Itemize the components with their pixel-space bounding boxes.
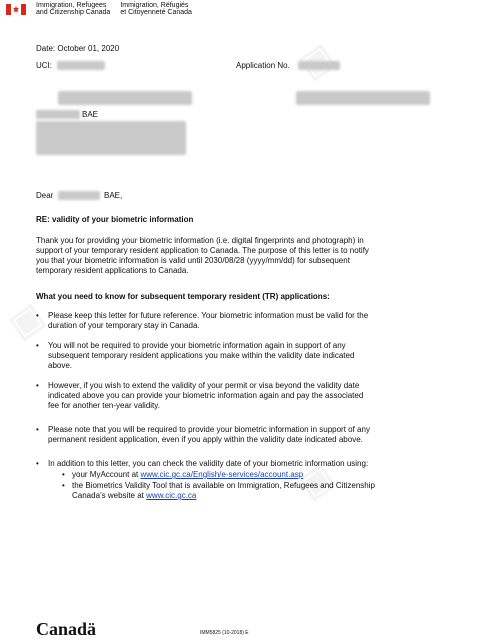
redacted-given-name xyxy=(36,110,80,119)
bullet-dot: • xyxy=(62,470,65,479)
letterhead-en-line2: and Citizenship Canada xyxy=(36,9,111,16)
greeting-suffix: BAE, xyxy=(104,191,123,200)
sub-bullet-text: Canada’s website at xyxy=(72,491,144,500)
intro-line: you that your biometric information is valid until 2030/08/28 (yyyy/mm/dd) for subsequent xyxy=(36,256,350,265)
bullet-line: Please keep this letter for future reference. Your biometric information must be valid for the xyxy=(48,311,369,320)
bullet-line: Please note that you will be required to provide your biometric information in support of any xyxy=(48,425,370,434)
bullet-line: subsequent temporary resident applications you make within the validity date indicated xyxy=(48,351,355,360)
myaccount-link[interactable]: www.cic.gc.ca/English/e-services/account.asp xyxy=(140,470,304,479)
redacted-recipient-name xyxy=(58,91,192,105)
bullet-line: fee for another ten-year validity. xyxy=(48,401,160,410)
sub-bullet-text: your MyAccount at xyxy=(72,470,139,479)
bullet-line: permanent resident application, even if you apply within the validity date indicated above. xyxy=(48,435,363,444)
sub-bullet-text: the Biometrics Validity Tool that is available on Immigration, Refugees and Citizenship xyxy=(72,481,375,490)
watermark-stamp xyxy=(292,34,344,87)
bullet-item xyxy=(36,459,448,469)
bullet-item xyxy=(36,341,448,371)
letterhead-fr-line1: Immigration, Réfugiés xyxy=(120,2,189,9)
letter-date: Date: October 01, 2020 xyxy=(36,44,120,53)
redacted-application-number xyxy=(298,61,340,70)
letter-subject: RE: validity of your biometric information xyxy=(36,215,194,224)
bullet-dot: • xyxy=(36,425,39,434)
bullet-item xyxy=(36,425,448,445)
bullet-dot: • xyxy=(36,341,39,350)
cic-website-link[interactable]: www.cic.gc.ca xyxy=(146,491,197,500)
bullet-dot: • xyxy=(36,381,39,390)
application-number-label: Application No. xyxy=(236,61,290,70)
bullet-line: In addition to this letter, you can check the validity date of your biometric information using: xyxy=(48,459,369,468)
bullet-line: above. xyxy=(48,361,73,370)
bullet-dot: • xyxy=(36,311,39,320)
intro-line: Thank you for providing your biometric information (i.e. digital fingerprints and photograph) in xyxy=(36,236,364,245)
uci-label: UCI: xyxy=(36,61,52,70)
redacted-greeting-name xyxy=(58,191,100,200)
intro-line: support of your temporary resident application to Canada. The purpose of this letter is to notify xyxy=(36,246,369,255)
recipient-surname: BAE xyxy=(82,110,99,119)
section-heading: What you need to know for subsequent temporary resident (TR) applications: xyxy=(36,292,330,301)
intro-line: temporary resident applications to Canada. xyxy=(36,266,189,275)
canada-flag-icon xyxy=(6,4,26,15)
redacted-uci xyxy=(57,61,105,70)
greeting-prefix: Dear xyxy=(36,191,54,200)
redacted-office-address xyxy=(296,91,430,105)
letterhead-fr-line2: et Citoyenneté Canada xyxy=(120,9,192,16)
canada-wordmark: Canadä xyxy=(36,619,97,639)
bullet-dot: • xyxy=(62,481,65,490)
letterhead-french xyxy=(120,2,192,16)
intro-paragraph xyxy=(36,236,446,276)
bullet-dot: • xyxy=(36,459,39,468)
sub-bullet-myaccount xyxy=(62,470,304,480)
bullet-item xyxy=(36,381,448,411)
sub-bullet-validity-tool xyxy=(62,481,375,501)
letterhead-en-line1: Immigration, Refugees xyxy=(36,2,107,9)
letterhead-english xyxy=(36,2,110,16)
bullet-line: You will not be required to provide your biometric information again in support of any xyxy=(48,341,346,350)
redacted-recipient-address xyxy=(36,121,186,155)
bullet-line: However, if you wish to extend the validity of your permit or visa beyond the validity date xyxy=(48,381,360,390)
bullet-line: indicated above you can provide your biometric information again and pay the associated xyxy=(48,391,364,400)
letterhead xyxy=(6,2,192,18)
bullet-item xyxy=(36,311,448,331)
form-code: IMM5825 (10-2018) E xyxy=(200,630,249,636)
bullet-line: duration of your temporary stay in Canada. xyxy=(48,321,200,330)
